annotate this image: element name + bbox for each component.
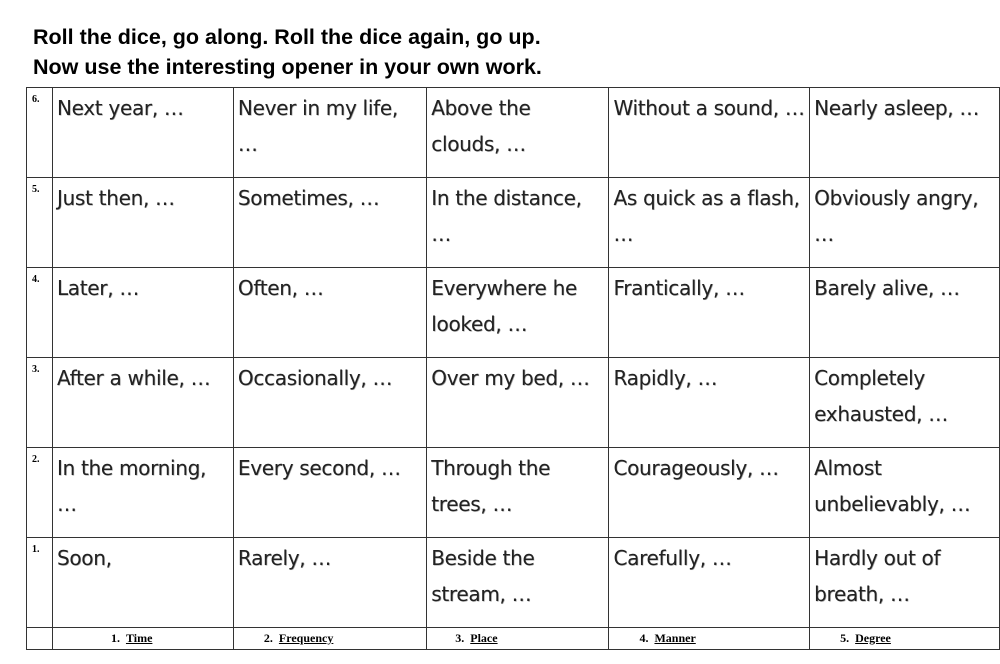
- table-row: [27, 268, 1000, 358]
- opener-cell: Beside the stream, …: [427, 538, 609, 628]
- column-label: Time: [125, 631, 153, 645]
- opener-cell: Obviously angry, …: [810, 178, 1000, 268]
- opener-cell: Every second, …: [233, 448, 426, 538]
- row-number: 4.: [27, 268, 53, 358]
- opener-cell: After a while, …: [52, 358, 233, 448]
- column-label: Place: [470, 631, 498, 645]
- table-row: [27, 448, 1000, 538]
- row-number: 6.: [27, 88, 53, 178]
- opener-cell: In the distance, …: [427, 178, 609, 268]
- row-number: 5.: [27, 178, 53, 268]
- footer-corner-cell: [27, 628, 53, 650]
- column-label-frequency: [233, 628, 426, 650]
- opener-cell: As quick as a flash, …: [609, 178, 810, 268]
- row-number: 1.: [27, 538, 53, 628]
- opener-cell: Completely exhausted, …: [810, 358, 1000, 448]
- row-number: 3.: [27, 358, 53, 448]
- worksheet-title: [33, 22, 542, 82]
- column-label-time: [52, 628, 233, 650]
- column-number: 4.: [639, 631, 649, 645]
- opener-cell: Later, …: [52, 268, 233, 358]
- table-row: [27, 358, 1000, 448]
- column-label: Degree: [855, 631, 891, 645]
- opener-cell: In the morning, …: [52, 448, 233, 538]
- table-row: [27, 538, 1000, 628]
- table-row: [27, 178, 1000, 268]
- column-number: 2.: [263, 631, 273, 645]
- opener-cell: Rapidly, …: [609, 358, 810, 448]
- opener-cell: Above the clouds, …: [427, 88, 609, 178]
- opener-cell: Courageously, …: [609, 448, 810, 538]
- opener-cell: Occasionally, …: [233, 358, 426, 448]
- column-number: 1.: [110, 631, 120, 645]
- opener-cell: Frantically, …: [609, 268, 810, 358]
- opener-cell: Soon,: [52, 538, 233, 628]
- column-label-manner: [609, 628, 810, 650]
- column-label: Frequency: [278, 631, 334, 645]
- opener-cell: Barely alive, …: [810, 268, 1000, 358]
- opener-cell: Without a sound, …: [609, 88, 810, 178]
- opener-cell: Rarely, …: [233, 538, 426, 628]
- opener-cell: Just then, …: [52, 178, 233, 268]
- column-label: Manner: [654, 631, 696, 645]
- opener-cell: Through the trees, …: [427, 448, 609, 538]
- opener-cell: Next year, …: [52, 88, 233, 178]
- opener-cell: Often, …: [233, 268, 426, 358]
- column-number: 5.: [840, 631, 850, 645]
- opener-cell: Almost unbelievably, …: [810, 448, 1000, 538]
- column-label-place: [427, 628, 609, 650]
- instruction-line-1: Roll the dice, go along. Roll the dice again, go up.: [33, 25, 541, 49]
- sentence-opener-grid: [26, 87, 1000, 650]
- column-header-row: [27, 628, 1000, 650]
- opener-cell: Sometimes, …: [233, 178, 426, 268]
- opener-cell: Carefully, …: [609, 538, 810, 628]
- opener-cell: Hardly out of breath, …: [810, 538, 1000, 628]
- instruction-line-2: Now use the interesting opener in your own work.: [33, 55, 542, 79]
- opener-cell: Nearly asleep, …: [810, 88, 1000, 178]
- opener-cell: Never in my life, …: [233, 88, 426, 178]
- opener-cell: Everywhere he looked, …: [427, 268, 609, 358]
- column-label-degree: [810, 628, 1000, 650]
- row-number: 2.: [27, 448, 53, 538]
- column-number: 3.: [455, 631, 465, 645]
- opener-cell: Over my bed, …: [427, 358, 609, 448]
- table-row: [27, 88, 1000, 178]
